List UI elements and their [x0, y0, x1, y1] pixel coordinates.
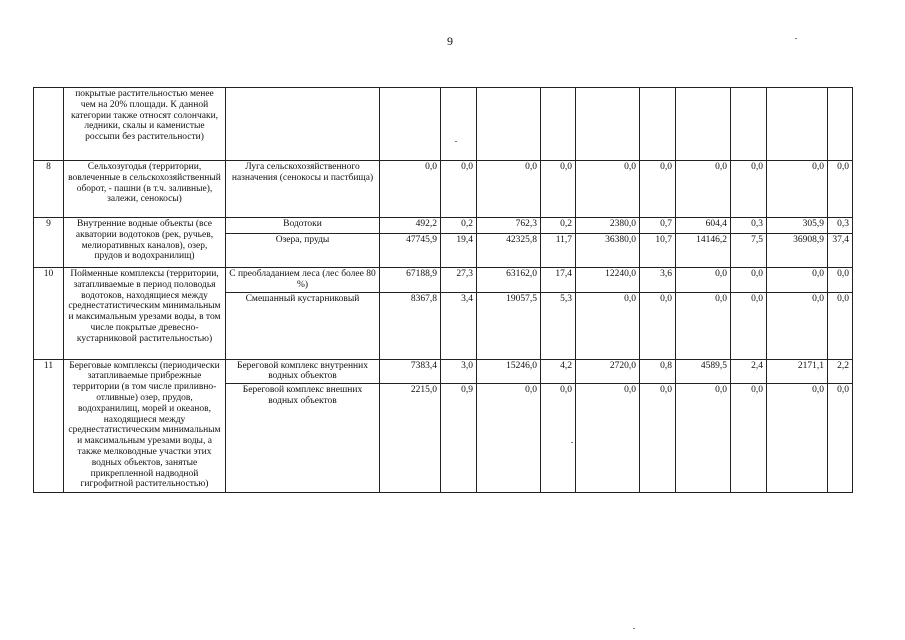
percent-value: 0,0	[828, 268, 853, 293]
subcategory-name: С преобладанием леса (лес более 80 %)	[226, 268, 380, 293]
percent-value: 0,3	[731, 218, 767, 234]
percent-value: 5,3	[541, 292, 576, 359]
percent-value: 3,6	[640, 268, 676, 293]
percent-value: 0,2	[541, 218, 576, 234]
percent-value: 4,2	[541, 359, 576, 384]
page-number: 9	[447, 34, 453, 48]
category-description: покрытые растительностью менее чем на 20% площади. К данной категории также относят солончаки, ледники, скалы и каменистые россыпи без растительности)	[64, 88, 226, 161]
area-value: 63162,0	[477, 268, 541, 293]
percent-value: 3,0	[441, 359, 477, 384]
value-cell	[441, 88, 477, 161]
percent-value: 37,4	[828, 234, 853, 268]
area-value: 15246,0	[477, 359, 541, 384]
value-cell	[576, 88, 640, 161]
area-value: 0,0	[767, 161, 828, 218]
area-value: 0,0	[576, 292, 640, 359]
percent-value: 0,9	[441, 384, 477, 493]
subcategory-name: Береговой комплекс внешних водных объектов	[226, 384, 380, 493]
percent-value: 3,4	[441, 292, 477, 359]
percent-value: 0,0	[828, 161, 853, 218]
area-value: 42325,8	[477, 234, 541, 268]
area-value: 0,0	[676, 384, 731, 493]
area-value: 2720,0	[576, 359, 640, 384]
area-value: 604,4	[676, 218, 731, 234]
area-value: 0,0	[767, 384, 828, 493]
area-value: 762,3	[477, 218, 541, 234]
percent-value: 7,5	[731, 234, 767, 268]
area-value: 305,9	[767, 218, 828, 234]
row-number: 8	[34, 161, 64, 218]
subcategory-name: Водотоки	[226, 218, 380, 234]
percent-value: 11,7	[541, 234, 576, 268]
table-row	[34, 359, 853, 384]
area-value: 36380,0	[576, 234, 640, 268]
area-value: 19057,5	[477, 292, 541, 359]
scan-speck	[795, 38, 797, 39]
scan-speck	[455, 141, 457, 142]
value-cell	[380, 88, 441, 161]
area-value: 0,0	[767, 268, 828, 293]
area-value: 2171,1	[767, 359, 828, 384]
area-value: 7383,4	[380, 359, 441, 384]
area-value: 8367,8	[380, 292, 441, 359]
value-cell	[640, 88, 676, 161]
scan-speck	[571, 442, 573, 443]
table-row	[34, 161, 853, 218]
percent-value: 0,7	[640, 218, 676, 234]
category-description: Сельхозугодья (территории, вовлеченные в сельскохозяйственный оборот, - пашни (в т.ч. заливные), залежи, сенокосы)	[64, 161, 226, 218]
table-row	[34, 218, 853, 234]
percent-value: 19,4	[441, 234, 477, 268]
area-value: 12240,0	[576, 268, 640, 293]
area-value: 0,0	[576, 384, 640, 493]
row-number-cell	[34, 88, 64, 161]
value-cell	[477, 88, 541, 161]
subcategory-cell	[226, 88, 380, 161]
area-value: 0,0	[676, 161, 731, 218]
table-row-continuation	[34, 88, 853, 161]
area-value: 2215,0	[380, 384, 441, 493]
percent-value: 0,0	[828, 292, 853, 359]
subcategory-name: Смешанный кустарниковый	[226, 292, 380, 359]
value-cell	[541, 88, 576, 161]
land-category-table	[33, 87, 853, 493]
area-value: 492,2	[380, 218, 441, 234]
area-value: 0,0	[767, 292, 828, 359]
subcategory-name: Озера, пруды	[226, 234, 380, 268]
area-value: 2380,0	[576, 218, 640, 234]
category-description: Пойменные комплексы (территории, затапливаемые в период половодья водотоков, находящиеся между среднестатистическим минимальным и максимальным урезами воды, в том числе покрытые древесно-кустарниковой растительностью)	[64, 268, 226, 360]
value-cell	[828, 88, 853, 161]
percent-value: 17,4	[541, 268, 576, 293]
area-value: 0,0	[477, 384, 541, 493]
table-row	[34, 268, 853, 293]
row-number: 9	[34, 218, 64, 268]
percent-value: 0,0	[731, 384, 767, 493]
scan-speck	[633, 628, 635, 629]
area-value: 0,0	[676, 268, 731, 293]
percent-value: 0,0	[640, 161, 676, 218]
value-cell	[731, 88, 767, 161]
category-description: Береговые комплексы (периодически затапливаемые прибрежные территории (в том числе приливно-отливные) озер, прудов, водохранилищ, морей и океанов, находящиеся между среднестатистическим минимальным и максимальным урезами воды, а также мелководные участки этих водных объектов, занятые прикрепленной надводной гигрофитной растительностью)	[64, 359, 226, 493]
percent-value: 2,4	[731, 359, 767, 384]
percent-value: 2,2	[828, 359, 853, 384]
area-value: 14146,2	[676, 234, 731, 268]
row-number: 11	[34, 359, 64, 493]
percent-value: 0,0	[828, 384, 853, 493]
area-value: 47745,9	[380, 234, 441, 268]
percent-value: 0,0	[731, 292, 767, 359]
percent-value: 0,0	[541, 384, 576, 493]
area-value: 0,0	[676, 292, 731, 359]
category-description: Внутренние водные объекты (все акватории водотоков (рек, ручьев, мелиоративных каналов), озер, прудов и водохранилищ)	[64, 218, 226, 268]
percent-value: 27,3	[441, 268, 477, 293]
percent-value: 0,0	[731, 268, 767, 293]
percent-value: 0,8	[640, 359, 676, 384]
percent-value: 0,0	[731, 161, 767, 218]
subcategory-name: Береговой комплекс внутренних водных объектов	[226, 359, 380, 384]
row-number: 10	[34, 268, 64, 360]
value-cell	[676, 88, 731, 161]
percent-value: 10,7	[640, 234, 676, 268]
subcategory-name: Луга сельскохозяйственного назначения (сенокосы и пастбища)	[226, 161, 380, 218]
percent-value: 0,0	[640, 384, 676, 493]
percent-value: 0,0	[640, 292, 676, 359]
percent-value: 0,2	[441, 218, 477, 234]
area-value: 0,0	[576, 161, 640, 218]
percent-value: 0,0	[541, 161, 576, 218]
percent-value: 0,3	[828, 218, 853, 234]
area-value: 4589,5	[676, 359, 731, 384]
percent-value: 0,0	[441, 161, 477, 218]
area-value: 67188,9	[380, 268, 441, 293]
area-value: 0,0	[380, 161, 441, 218]
area-value: 0,0	[477, 161, 541, 218]
area-value: 36908,9	[767, 234, 828, 268]
value-cell	[767, 88, 828, 161]
